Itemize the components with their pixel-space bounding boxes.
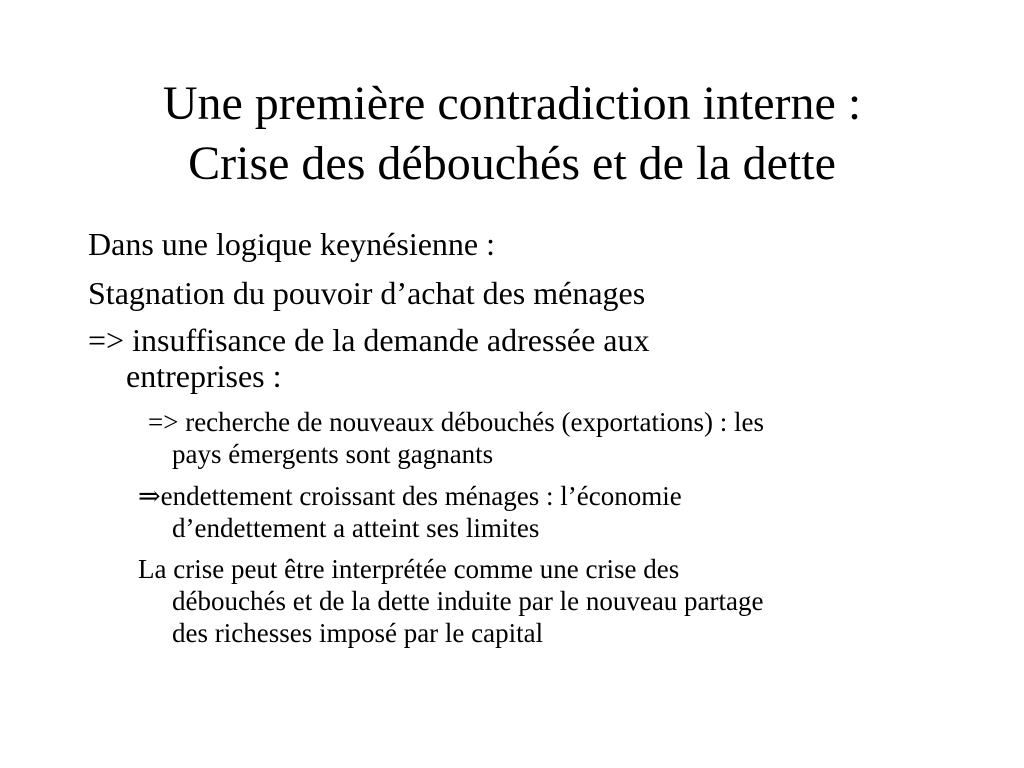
sub-item-debt-line-1: ⇒endettement croissant des ménages : l’économie (138, 481, 682, 511)
title-line-2: Crise des débouchés et de la dette (188, 137, 836, 190)
sub-item-crisis-line-3: des richesses imposé par le capital (172, 618, 544, 648)
sub-item-exports-line-1: => recherche de nouveaux débouchés (exportations) : les (148, 407, 764, 437)
title-line-1: Une première contradiction interne : (162, 77, 862, 130)
paragraph-demand-line-2: entreprises : (126, 358, 282, 394)
sub-item-crisis-line-1: La crise peut être interprétée comme une crise des (138, 554, 680, 584)
paragraph-demand-line-1: => insuffisance de la demande adressée aux (88, 322, 650, 358)
slide-title (0, 74, 1024, 194)
sub-item-debt-line-2: d’endettement a atteint ses limites (172, 513, 540, 543)
paragraph-stagnation: Stagnation du pouvoir d’achat des ménages (88, 275, 646, 311)
sub-item-crisis-line-2: débouchés et de la dette induite par le nouveau partage (172, 586, 764, 616)
paragraph-keynesian: Dans une logique keynésienne : (88, 226, 495, 262)
sub-item-exports-line-2: pays émergents sont gagnants (172, 439, 494, 469)
